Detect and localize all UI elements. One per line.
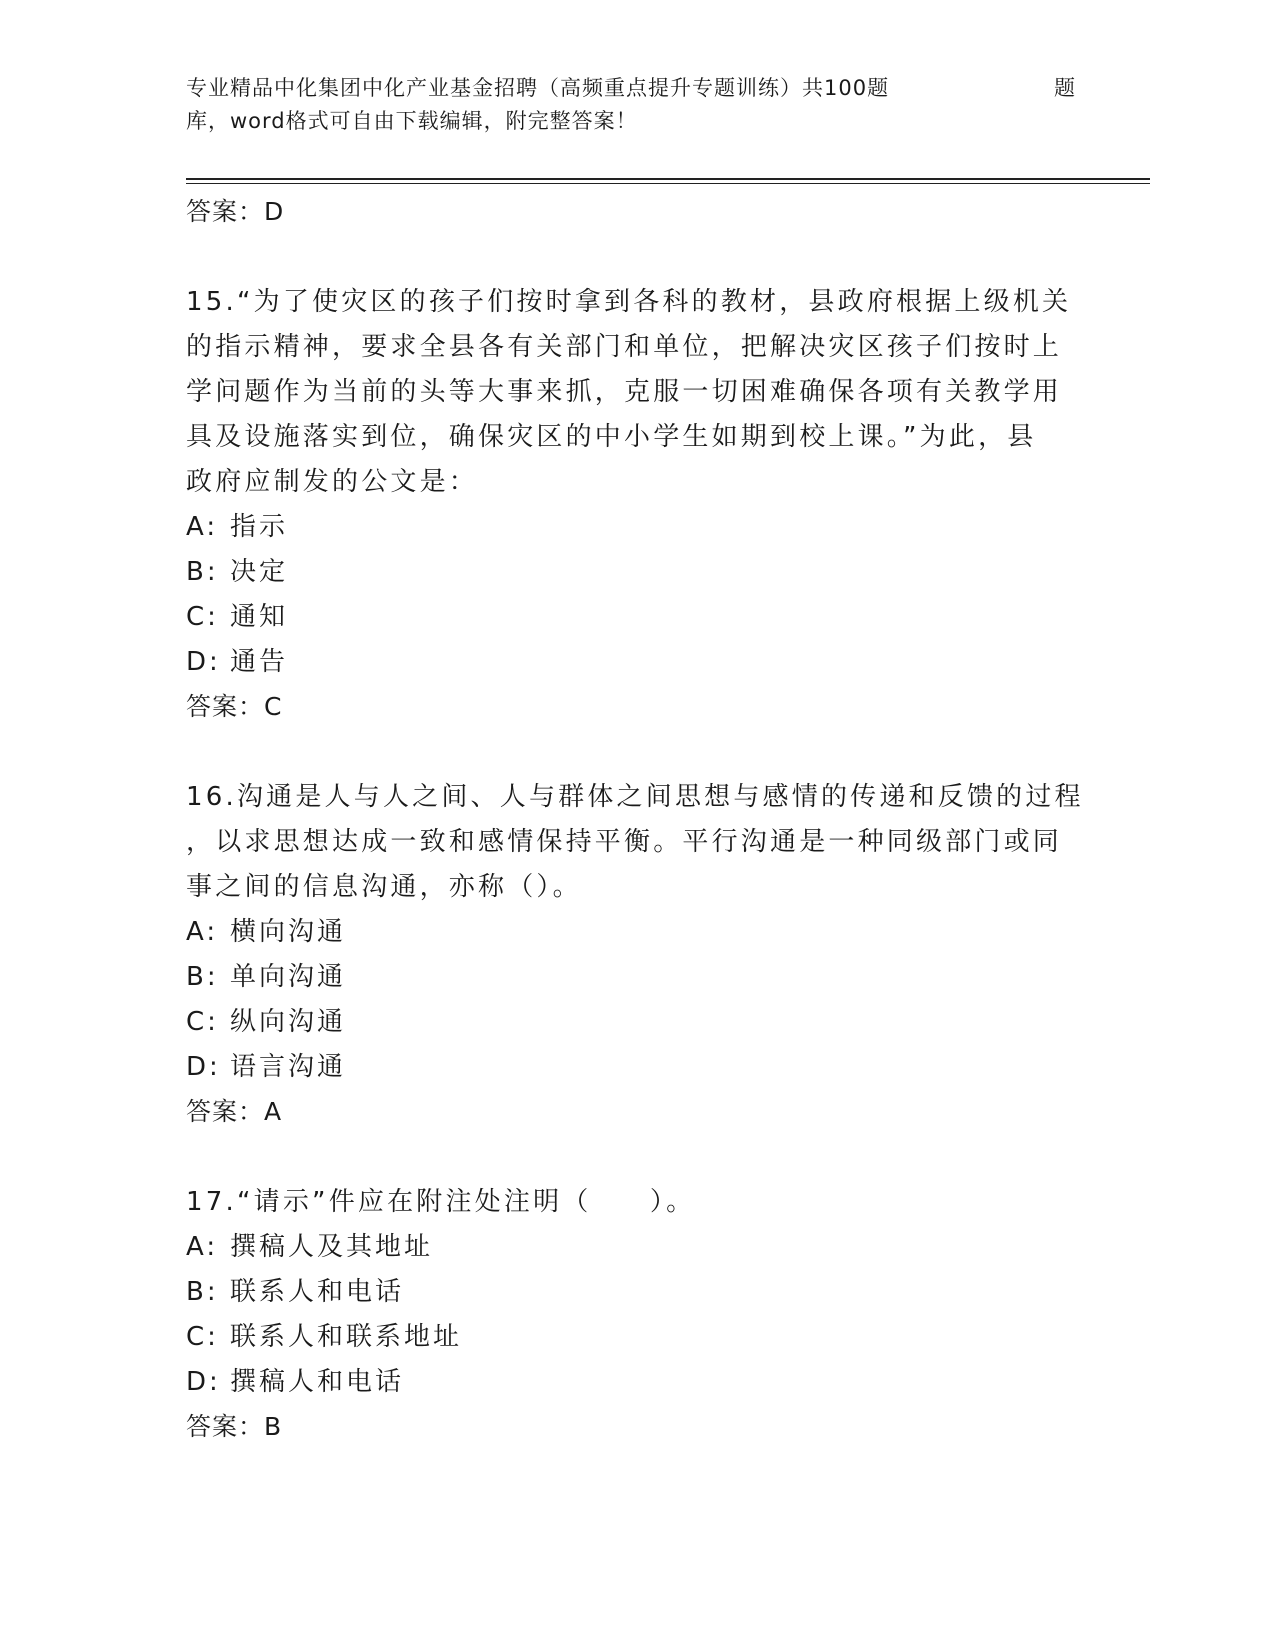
option-a <box>186 1225 1066 1270</box>
option-d <box>186 1045 1066 1090</box>
option-d <box>186 640 1066 685</box>
option-letter: B: <box>186 557 219 587</box>
option-letter: D: <box>186 647 221 677</box>
header-line-1 <box>186 72 1076 105</box>
option-letter: B: <box>186 962 219 992</box>
document-body <box>186 190 1084 1449</box>
option-a <box>186 505 1066 550</box>
option-text: 联系人和电话 <box>230 1277 405 1307</box>
header-line-2: 库，word格式可自由下载编辑，附完整答案！ <box>186 109 638 133</box>
question-line: 16.沟通是人与人之间、人与群体之间思想与感情的传递和反馈的过程 <box>186 782 1084 812</box>
question-text <box>186 280 1072 505</box>
option-a <box>186 910 1066 955</box>
page-header <box>186 72 1076 138</box>
option-c <box>186 1315 1066 1360</box>
option-letter: A: <box>186 512 219 542</box>
header-title: 专业精品中化集团中化产业基金招聘（高频重点提升专题训练）共100题 <box>186 76 890 100</box>
option-d <box>186 1360 1066 1405</box>
question-line: 具及设施落实到位，确保灾区的中小学生如期到校上课。”为此，县 <box>186 422 1037 452</box>
option-text: 单向沟通 <box>230 962 347 992</box>
header-title-wrap: 题 <box>1054 76 1076 100</box>
option-text: 撰稿人及其地址 <box>230 1232 434 1262</box>
option-c <box>186 1000 1066 1045</box>
question-line: 的指示精神，要求全县各有关部门和单位，把解决灾区孩子们按时上 <box>186 332 1063 362</box>
option-b <box>186 955 1066 1000</box>
option-text: 通告 <box>230 647 289 677</box>
option-text: 通知 <box>230 602 289 632</box>
option-c <box>186 595 1066 640</box>
option-letter: C: <box>186 602 219 632</box>
option-text: 决定 <box>230 557 289 587</box>
option-letter: C: <box>186 1322 219 1352</box>
option-letter: A: <box>186 1232 219 1262</box>
answer-line: 答案：C <box>186 692 283 721</box>
option-text: 语言沟通 <box>230 1052 347 1082</box>
answer-line: 答案：B <box>186 1412 283 1441</box>
header-divider-thin <box>186 183 1150 184</box>
question-16 <box>186 775 1084 1134</box>
option-text: 撰稿人和电话 <box>230 1367 405 1397</box>
option-letter: D: <box>186 1052 221 1082</box>
question-line: 政府应制发的公文是： <box>186 467 479 497</box>
option-letter: B: <box>186 1277 219 1307</box>
question-line: ，以求思想达成一致和感情保持平衡。平行沟通是一种同级部门或同 <box>186 827 1063 857</box>
option-text: 联系人和联系地址 <box>230 1322 463 1352</box>
question-line: 事之间的信息沟通，亦称（）。 <box>186 872 582 902</box>
option-letter: A: <box>186 917 219 947</box>
question-text <box>186 775 1084 910</box>
option-letter: C: <box>186 1007 219 1037</box>
question-line: 学问题作为当前的头等大事来抓，克服一切困难确保各项有关教学用 <box>186 377 1063 407</box>
question-17 <box>186 1180 1066 1449</box>
question-line: 15.“为了使灾区的孩子们按时拿到各科的教材，县政府根据上级机关 <box>186 287 1072 317</box>
option-text: 横向沟通 <box>230 917 347 947</box>
question-line: 17.“请示”件应在附注处注明（ ）。 <box>186 1187 696 1217</box>
answer-line: 答案：D <box>186 197 285 226</box>
header-divider-thick <box>186 178 1150 180</box>
question-15 <box>186 280 1072 729</box>
option-letter: D: <box>186 1367 221 1397</box>
option-text: 指示 <box>230 512 289 542</box>
answer-line: 答案：A <box>186 1097 283 1126</box>
question-text <box>186 1180 1066 1225</box>
option-b <box>186 1270 1066 1315</box>
option-b <box>186 550 1066 595</box>
option-text: 纵向沟通 <box>230 1007 347 1037</box>
